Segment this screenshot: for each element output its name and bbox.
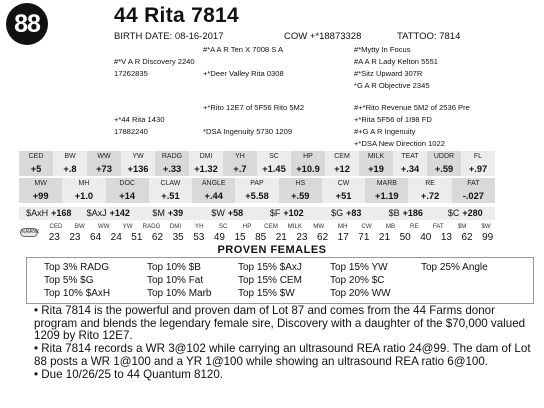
percentile-value: 71 bbox=[358, 232, 370, 243]
epd-value: +1.0 bbox=[62, 190, 105, 203]
epd-value: +1.32 bbox=[189, 163, 223, 176]
percentile-label: RE bbox=[410, 223, 419, 230]
pedigree-sire-reg: 17262835 bbox=[114, 69, 148, 78]
epd-label: RE bbox=[408, 178, 451, 190]
epd-value: +19 bbox=[359, 163, 393, 176]
epd-value: +51 bbox=[322, 190, 365, 203]
proven-item: Top 3% RADG bbox=[44, 262, 110, 273]
index-cell bbox=[436, 207, 496, 220]
epd-value: +1.45 bbox=[257, 163, 291, 176]
animal-name: 44 Rita 7814 bbox=[114, 4, 240, 27]
index-cell bbox=[376, 207, 436, 220]
percentile-value: 23 bbox=[69, 232, 81, 243]
index-cell bbox=[257, 207, 317, 220]
percentile-label: $W bbox=[481, 223, 491, 230]
percentile-label: SC bbox=[218, 223, 228, 230]
epd-value: +.72 bbox=[408, 190, 451, 203]
percentile-label: YW bbox=[122, 223, 133, 230]
percentile-label: CEM bbox=[264, 223, 278, 230]
epd-value: +73 bbox=[87, 163, 121, 176]
percentile-label: MILK bbox=[287, 223, 303, 230]
epd-value: +1.19 bbox=[365, 190, 408, 203]
pedigree-dam: +*44 Rita 1430 bbox=[114, 115, 165, 124]
percentile-value: 17 bbox=[337, 232, 349, 243]
epd-value: +12 bbox=[325, 163, 359, 176]
epd-label: FAT bbox=[452, 178, 495, 190]
percentile-label: RADG bbox=[142, 223, 161, 230]
percentile-value: 24 bbox=[110, 232, 122, 243]
percentile-value: 40 bbox=[420, 232, 432, 243]
percentile-label: FAT bbox=[432, 223, 444, 230]
epd-value: +.97 bbox=[461, 163, 495, 176]
index-value: +142 bbox=[109, 208, 130, 218]
dollar-index-row bbox=[19, 207, 495, 220]
epd-value: +99 bbox=[19, 190, 62, 203]
proven-item: Top 15% $W bbox=[238, 288, 295, 299]
percentile-label: DMI bbox=[169, 223, 182, 230]
epd-label: UDDR bbox=[427, 151, 461, 163]
index-label: $G bbox=[331, 208, 344, 218]
epd-row1-values bbox=[19, 163, 495, 176]
epd-value: +5 bbox=[19, 163, 53, 176]
proven-item: Top 10% Marb bbox=[147, 288, 212, 299]
percentile-value: 49 bbox=[213, 232, 225, 243]
index-cell bbox=[138, 207, 198, 220]
percentile-values bbox=[44, 232, 498, 244]
pedigree-r2: #A A R Lady Kelton 5551 bbox=[354, 57, 439, 66]
percentile-label: MW bbox=[313, 223, 325, 230]
epd-row1-labels bbox=[19, 151, 495, 163]
epd-label: TEAT bbox=[393, 151, 427, 163]
epd-label: SC bbox=[257, 151, 291, 163]
epd-value: +10.9 bbox=[291, 163, 325, 176]
epd-value: +.44 bbox=[192, 190, 235, 203]
proven-item: Top 10% Fat bbox=[147, 275, 204, 286]
percentile-label: BW bbox=[74, 223, 85, 230]
epd-value: +136 bbox=[121, 163, 155, 176]
proven-item: Top 10% $B bbox=[147, 262, 201, 273]
epd-label: HP bbox=[291, 151, 325, 163]
index-value: +39 bbox=[167, 208, 184, 218]
cow-registration: COW +*18873328 bbox=[284, 31, 362, 42]
note-paragraph: • Rita 7814 records a WR 3@102 while carrying an ultrasound REA ratio 24@99. The dam of Lot 88 posts a WR 1@100 and a YR 1@100 while showing an ultrasound REA ratio 6@100. bbox=[34, 342, 531, 368]
percentile-label: YH bbox=[195, 223, 204, 230]
note-paragraph: • Rita 7814 is the powerful and proven dam of Lot 87 and comes from the 44 Farms donor program and blends the legendary female sire, Discovery with a daughter of the $70,000 valued 1209 by Rito 12E7. bbox=[34, 304, 526, 343]
proven-item: Top 15% YW bbox=[330, 262, 388, 273]
epd-label: RADG bbox=[155, 151, 189, 163]
percentile-value: 35 bbox=[172, 232, 184, 243]
index-value: +83 bbox=[346, 208, 362, 218]
proven-item: Top 15% CEM bbox=[238, 275, 302, 286]
epd-label: CLAW bbox=[149, 178, 192, 190]
index-label: $W bbox=[211, 208, 225, 218]
pedigree-dam-dam: *DSA Ingenuity 5730 1209 bbox=[203, 127, 293, 136]
pedigree-dam-reg: 17882240 bbox=[114, 127, 148, 136]
percentile-value: 99 bbox=[482, 232, 494, 243]
epd-label: DOC bbox=[106, 178, 149, 190]
proven-item: Top 20% WW bbox=[330, 288, 391, 299]
proven-item: Top 20% $C bbox=[330, 275, 385, 286]
epd-value: +14 bbox=[106, 190, 149, 203]
percentile-value: 21 bbox=[275, 232, 287, 243]
percentile-label: CW bbox=[361, 223, 372, 230]
percentile-value: 53 bbox=[193, 232, 205, 243]
pedigree-r6: +*Rita 5F56 of 1I98 FD bbox=[354, 115, 432, 124]
birth-date: BIRTH DATE: 08-16-2017 bbox=[114, 31, 224, 42]
epd-value: +.33 bbox=[155, 163, 189, 176]
proven-item: Top 25% Angle bbox=[421, 262, 488, 273]
proven-item: Top 15% $AxJ bbox=[238, 262, 302, 273]
epd-value: +.51 bbox=[149, 190, 192, 203]
pedigree-r7: #+G A R Ingenuity bbox=[354, 127, 416, 136]
epd-label: BW bbox=[53, 151, 87, 163]
epd-label: YH bbox=[223, 151, 257, 163]
epd-label: PAP bbox=[235, 178, 278, 190]
index-cell bbox=[198, 207, 258, 220]
percentile-value: 85 bbox=[255, 232, 267, 243]
index-label: $F bbox=[269, 208, 281, 218]
note-paragraph: • Due 10/26/25 to 44 Quantum 8120. bbox=[34, 367, 224, 381]
index-cell bbox=[19, 207, 79, 220]
index-label: $C bbox=[447, 208, 460, 218]
epd-row2-labels bbox=[19, 178, 495, 190]
epd-label: CW bbox=[322, 178, 365, 190]
epd-label: ANGLE bbox=[192, 178, 235, 190]
epd-value: -.027 bbox=[452, 190, 495, 203]
percentile-label: CED bbox=[49, 223, 63, 230]
percentile-value: 62 bbox=[151, 232, 164, 243]
epd-label: FL bbox=[461, 151, 495, 163]
percentile-label: $M bbox=[457, 223, 467, 230]
proven-females-title: PROVEN FEMALES bbox=[217, 244, 327, 256]
index-label: $AxH bbox=[26, 208, 49, 218]
percentile-label: MH bbox=[337, 223, 348, 230]
epd-row2-values bbox=[19, 190, 495, 203]
percentile-label: MB bbox=[385, 223, 396, 230]
percentile-value: 21 bbox=[378, 232, 391, 243]
index-value: +186 bbox=[402, 208, 423, 218]
pedigree-sire-dam: +*Deer Valley Rita 0308 bbox=[203, 69, 284, 78]
epd-value: +.59 bbox=[279, 190, 322, 203]
percentile-value: 13 bbox=[440, 232, 452, 243]
pedigree-r3: #*Sitz Upward 307R bbox=[354, 69, 423, 78]
percentile-value: 15 bbox=[234, 232, 246, 243]
epd-value: +5.58 bbox=[235, 190, 278, 203]
epd-label: MW bbox=[19, 178, 62, 190]
epd-value: +.7 bbox=[223, 163, 257, 176]
epd-label: WW bbox=[87, 151, 121, 163]
percentile-value: 64 bbox=[90, 232, 102, 243]
index-value: +280 bbox=[462, 208, 483, 218]
percentile-rank-icon: %RANK bbox=[21, 229, 40, 235]
index-label: $AxJ bbox=[86, 208, 107, 218]
index-label: $M bbox=[152, 208, 165, 218]
pedigree-r5: #+*Rito Revenue 5M2 of 2536 Pre bbox=[354, 103, 470, 112]
pedigree-sire: #*V A R Discovery 2240 bbox=[114, 57, 195, 66]
pedigree-r8: +*DSA New Direction 1022 bbox=[354, 139, 445, 148]
index-value: +58 bbox=[227, 208, 244, 218]
epd-label: MARB bbox=[365, 178, 408, 190]
pedigree-r1: #*Mytty In Focus bbox=[354, 45, 411, 54]
index-value: +102 bbox=[283, 208, 304, 218]
percentile-label: HP bbox=[242, 223, 252, 230]
epd-label: MH bbox=[62, 178, 105, 190]
lot-number-badge: 88 bbox=[6, 3, 48, 45]
index-label: $B bbox=[388, 208, 400, 218]
epd-value: +.34 bbox=[393, 163, 427, 176]
epd-label: DMI bbox=[189, 151, 223, 163]
index-value: +168 bbox=[51, 208, 72, 218]
epd-label: CEM bbox=[325, 151, 359, 163]
percentile-value: 62 bbox=[461, 232, 473, 243]
epd-value: +.59 bbox=[427, 163, 461, 176]
epd-value: +.8 bbox=[53, 163, 87, 176]
pedigree-dam-sire: +*Rito 12E7 of 5F56 Rito 5M2 bbox=[203, 103, 305, 112]
percentile-value: 51 bbox=[131, 232, 143, 243]
percentile-value: 23 bbox=[48, 232, 60, 243]
epd-label: HS bbox=[279, 178, 322, 190]
percentile-value: 50 bbox=[399, 232, 411, 243]
proven-item: Top 10% $AxH bbox=[44, 288, 111, 299]
epd-label: CED bbox=[19, 151, 53, 163]
percentile-value: 23 bbox=[296, 232, 308, 243]
percentile-value: 62 bbox=[317, 232, 329, 243]
proven-item: Top 5% $G bbox=[44, 275, 94, 286]
epd-label: YW bbox=[121, 151, 155, 163]
index-cell bbox=[79, 207, 139, 220]
tattoo: TATTOO: 7814 bbox=[397, 31, 461, 42]
pedigree-sire-sire: #*A A R Ten X 7008 S A bbox=[203, 45, 284, 54]
pedigree-r4: *G A R Objective 2345 bbox=[354, 81, 430, 90]
index-cell bbox=[317, 207, 377, 220]
percentile-label: WW bbox=[97, 223, 110, 230]
lot-notes bbox=[34, 305, 539, 381]
epd-label: MILK bbox=[359, 151, 393, 163]
percentile-labels bbox=[44, 222, 498, 231]
